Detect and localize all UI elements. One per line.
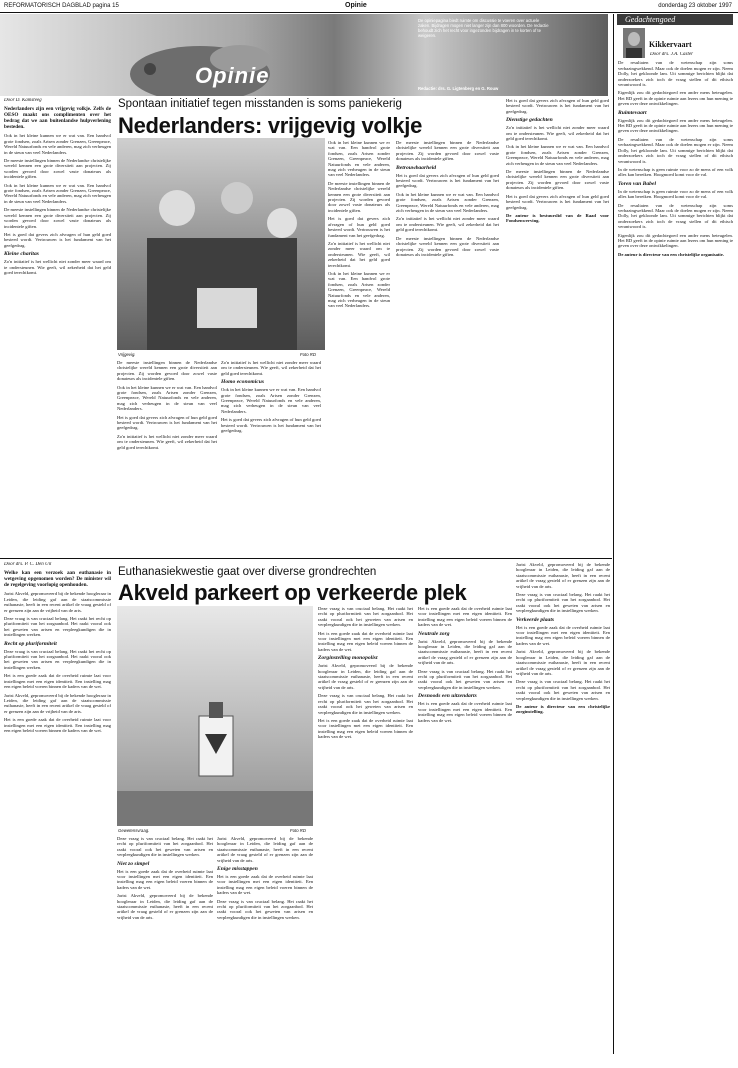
article2-column	[217, 836, 313, 1054]
article1-paragraph: Het is goed dat gevers zich afvragen of hun geld goed besteed wordt. Vertrouwen is het fundament van het geefgedrag.	[328, 216, 390, 238]
article1-column	[396, 140, 499, 555]
article1-paragraph: Ook in het kleine kunnen we er wat van. Een handvol grote fondsen, zoals Artsen zonder Grenzen, Greenpeace, Wereld Natuurfonds en vele anderen, mag zich verheugen in de steun van veel Nederlanders.	[117, 384, 217, 412]
article2-subhead: Recht op pluriformiteit	[4, 640, 57, 647]
article1-paragraph: Het is goed dat gevers zich afvragen of hun geld goed besteed wordt. Vertrouwen is het fundament van het geefgedrag.	[4, 231, 111, 248]
article2-paragraph: Deze vraag is van cruciaal belang. Het raakt het recht op pluriformiteit van het zorgaanbod. Het raakt vooral ook het geweten van artsen en verpleegkundigen die in instellingen werken.	[217, 898, 313, 920]
article2-paragraph: Deze vraag is van cruciaal belang. Het raakt het recht op pluriformiteit van het zorgaanbod. Het raakt vooral ook het geweten van artsen en verpleegkundigen die in instellingen werken.	[318, 693, 413, 715]
article1-column	[117, 360, 217, 555]
banner	[0, 14, 608, 96]
article2-subhead: Niet zo simpel	[117, 860, 150, 867]
article2-lead: Welke kan een verzoek aan euthanasie in wetgeving opgenomen worden? De minister wil de regelgeving voorlopig openhouden.	[4, 570, 111, 589]
article2-byline: Door drs. P. C. Den Uil	[4, 562, 52, 567]
article1-paragraph: De meeste instellingen binnen de Nederlandse christelijke wereld kennen een grote diversiteit aan projecten. Zij worden gevoed door zowel vaste donateurs als incidentele giften.	[506, 169, 609, 191]
article1-paragraph: Het is goed dat gevers zich afvragen of hun geld goed besteed wordt. Vertrouwen is het fundament van het geefgedrag.	[117, 414, 217, 431]
sidebar-title: Gedachtengoed	[625, 15, 676, 24]
article2-column	[117, 836, 213, 1054]
article2-photo-credit: Foto RD	[290, 828, 306, 833]
sidebar-title-bar	[617, 14, 733, 25]
article2-lead-column	[4, 562, 111, 1054]
article2-paragraph: Deze vraag is van cruciaal belang. Het raakt het recht op pluriformiteit van het zorgaanbod. Het raakt vooral ook het geweten van artsen en verpleegkundigen die in instellingen werken.	[4, 616, 111, 638]
article2-paragraph: Jarist Akveld, gepromoveerd bij de bekende hoogleraar in Leiden, die leiding gaf aan de staatscommissie euthanasie, heeft in een recent artikel de vraag gesteld of er grenzen zijn aan de vrijheid van de arts.	[318, 663, 413, 690]
article1-column	[506, 98, 609, 555]
article1-paragraph: De meeste instellingen binnen de Nederlandse christelijke wereld kennen een grote diversiteit aan projecten. Zij worden gevoed door zowel vaste donateurs als incidentele giften.	[4, 158, 111, 180]
sidebar-subhead: Ruimtevaart	[618, 109, 647, 116]
opinie-logo: Opinie	[195, 63, 270, 88]
article1-subhead: Betrouwbaarheid	[396, 164, 437, 171]
article1-paragraph: Ook in het kleine kunnen we er wat van. Een handvol grote fondsen, zoals Artsen zonder Grenzen, Greenpeace, Wereld Natuurfonds en vele anderen, mag zich verheugen in de steun van veel Nederlanders.	[328, 140, 390, 178]
sidebar-footer: De auteur is directeur van een christelijke organisatie.	[618, 251, 724, 257]
article2-paragraph: Deze vraag is van cruciaal belang. Het raakt het recht op pluriformiteit van het zorgaanbod. Het raakt vooral ook het geweten van artsen en verpleegkundigen die in instellingen werken.	[516, 592, 610, 614]
sidebar-column	[618, 52, 733, 1007]
article1-paragraph: Ook in het kleine kunnen we er wat van. Een handvol grote fondsen, zoals Artsen zonder Grenzen, Greenpeace, Wereld Natuurfonds en vele anderen, mag zich verheugen in de steun van veel Nederlanders.	[396, 191, 499, 214]
article1-paragraph: Zo'n initiatief is het wellicht niet zonder meer waard om te ondersteunen. Wie geeft, wil zekerheid dat het geld goed terechtkomt.	[328, 240, 390, 268]
article1-kicker: Spontaan initiatief tegen misstanden is soms paniekerig	[118, 98, 402, 110]
article2-column	[516, 562, 610, 1054]
article2-column	[418, 606, 512, 1054]
sidebar-paragraph: In de wetenschap is geen ruimte voor zo de mens of een volk alles kan bereiken. Hoogmoed komt voor de val.	[618, 188, 733, 200]
article2-paragraph: Deze vraag is van cruciaal belang. Het raakt het recht op pluriformiteit van het zorgaanbod. Het raakt vooral ook het geweten van artsen en verpleegkundigen die in instellingen werken.	[418, 668, 512, 690]
article2-paragraph: Deze vraag is van cruciaal belang. Het raakt het recht op pluriformiteit van het zorgaanbod. Het raakt vooral ook het geweten van artsen en verpleegkundigen die in instellingen werken.	[318, 606, 413, 628]
article2-column	[318, 606, 413, 1054]
article1-subhead: Homo economicus	[221, 379, 265, 386]
article2-paragraph: Het is een goede zaak dat de overheid ruimte laat voor instellingen met een eigen identiteit. Een instelling mag een eigen beleid voeren binnen de kaders van de wet.	[516, 624, 610, 646]
article1-subhead: Dienstige gedachten	[506, 117, 553, 124]
article1-paragraph: De meeste instellingen binnen de Nederlandse christelijke wereld kennen een grote diversiteit aan projecten. Zij worden gevoed door zowel vaste donateurs als incidentele giften.	[328, 180, 390, 213]
article1-byline: Door D. Kamsteeg	[4, 98, 42, 103]
article2-paragraph: Jarist Akveld, gepromoveerd bij de bekende hoogleraar in Leiden, die leiding gaf aan de staatscommissie euthanasie, heeft in een recent artikel de vraag gesteld of er grenzen zijn aan de vrijheid van de arts.	[516, 562, 610, 589]
article1-paragraph: Ook in het kleine kunnen we er wat van. Een handvol grote fondsen, zoals Artsen zonder Grenzen, Greenpeace, Wereld Natuurfonds en vele anderen, mag zich verheugen in de steun van veel Nederlanders.	[328, 270, 390, 309]
sidebar-paragraph: De resultaten van de wetenschap zijn soms verbazingwekkend. Maar ook de doelen mogen er zijn. Neem Dolly, het gekloonde lam. Uit sommige berichten blijkt dat onderzoekers zich toch de vraag stellen of dit ethisch verantwoord is.	[618, 136, 733, 164]
article1-paragraph: Ook in het kleine kunnen we er wat van. Een handvol grote fondsen, zoals Artsen zonder Grenzen, Greenpeace, Wereld Natuurfonds en vele anderen, mag zich verheugen in de steun van veel Nederlanders.	[4, 133, 111, 155]
sidebar-byline: Door drs. J.A. Caster	[650, 52, 694, 57]
article1-column	[328, 140, 390, 555]
article1-paragraph: De meeste instellingen binnen de Nederlandse christelijke wereld kennen een grote diversiteit aan projecten. Zij worden gevoed door zowel vaste donateurs als incidentele giften.	[117, 360, 217, 382]
article1-paragraph: Ook in het kleine kunnen we er wat van. Een handvol grote fondsen, zoals Artsen zonder Grenzen, Greenpeace, Wereld Natuurfonds en vele anderen, mag zich verheugen in de steun van veel Nederlanders.	[4, 182, 111, 204]
sidebar-heading: Kikkervaart	[649, 40, 692, 49]
article1-column	[221, 360, 321, 555]
article2-paragraph: Jarist Akveld, gepromoveerd bij de bekende hoogleraar in Leiden, die leiding gaf aan de staatscommissie euthanasie, heeft in een recent artikel de vraag gesteld of er grenzen zijn aan de vrijheid van de arts.	[217, 836, 313, 863]
newspaper-name: REFORMATORISCH DAGBLAD pagina 15	[4, 3, 119, 9]
banner-editors: Redactie: drs. G. Ligtenberg en G. Rouw	[418, 86, 499, 91]
article1-paragraph: Ook in het kleine kunnen we er wat van. Een handvol grote fondsen, zoals Artsen zonder Grenzen, Greenpeace, Wereld Natuurfonds en vele anderen, mag zich verheugen in de steun van veel Nederlanders.	[221, 387, 321, 414]
header-rule	[0, 12, 738, 13]
article2-headline: Akveld parkeert op verkeerde plek	[118, 580, 467, 605]
article2-subhead: Enige misstappen	[217, 866, 258, 873]
article1-paragraph: De meeste instellingen binnen de Nederlandse christelijke wereld kennen een grote diversiteit aan projecten. Zij worden gevoed door zowel vaste donateurs als incidentele giften.	[396, 235, 499, 257]
article2-paragraph: Jarist Akveld, gepromoveerd bij de bekende hoogleraar in Leiden, die leiding gaf aan de staatscommissie euthanasie, heeft in een recent artikel de vraag gesteld of er grenzen zijn aan de vrijheid van de arts.	[516, 649, 610, 676]
sidebar-paragraph: In de wetenschap is geen ruimte voor zo de mens of een volk alles kan bereiken. Hoogmoed komt voor de val.	[618, 166, 733, 178]
article1-paragraph: De meeste instellingen binnen de Nederlandse christelijke wereld kennen een grote diversiteit aan projecten. Zij worden gevoed door zowel vaste donateurs als incidentele giften.	[4, 207, 111, 229]
article1-lead-column	[4, 98, 111, 554]
article1-paragraph: Zo'n initiatief is het wellicht niet zonder meer waard om te ondersteunen. Wie geeft, wil zekerheid dat het geld goed terechtkomt.	[4, 259, 111, 275]
article2-subhead: Neutrale zorg	[418, 630, 450, 637]
article1-caption: Vrijgevig.	[118, 352, 136, 357]
article2-paragraph: Het is een goede zaak dat de overheid ruimte laat voor instellingen met een eigen identiteit. Een instelling mag een eigen beleid voeren binnen de kaders van de wet.	[418, 701, 512, 723]
section-rule	[0, 558, 612, 559]
article1-footer: De auteur is bestuurslid van de Raad voor Fondsenwerving.	[506, 212, 609, 224]
section-label: Opinie	[345, 2, 367, 9]
sidebar-paragraph: Eigenlijk zou dit gedachtegoed een ander mens beteugelen. Het RD geeft in de opinie ruimte aan lezers om hun mening te geven over deze ontwikkelingen.	[618, 232, 733, 249]
article2-subhead: Zorginstelling monopolist	[318, 655, 378, 662]
sidebar-paragraph: Eigenlijk zou dit gedachtegoed een ander mens beteugelen. Het RD geeft in de opinie ruimte aan lezers om hun mening te geven over deze ontwikkelingen.	[618, 117, 733, 134]
article1-lead: Nederlanders zijn een vrijgevig volkje. Zelfs de OESO maakt ons complimenten over het bedrag dat we aan buitenlandse hulpverlening besteden.	[4, 106, 111, 131]
article2-subhead: Verkeerde plaats	[516, 616, 555, 623]
article2-paragraph: Deze vraag is van cruciaal belang. Het raakt het recht op pluriformiteit van het zorgaanbod. Het raakt vooral ook het geweten van artsen en verpleegkundigen die in instellingen werken.	[516, 679, 610, 701]
article1-paragraph: Zo'n initiatief is het wellicht niet zonder meer waard om te ondersteunen. Wie geeft, wil zekerheid dat het geld goed terechtkomt.	[221, 360, 321, 376]
article2-paragraph: Het is een goede zaak dat de overheid ruimte laat voor instellingen met een eigen identiteit. Een instelling mag een eigen beleid voeren binnen de kaders van de wet.	[318, 630, 413, 652]
article1-paragraph: De meeste instellingen binnen de Nederlandse christelijke wereld kennen een grote diversiteit aan projecten. Zij worden gevoed door zowel vaste donateurs als incidentele giften.	[396, 140, 499, 162]
column-rule	[613, 14, 614, 1054]
article2-paragraph: Deze vraag is van cruciaal belang. Het raakt het recht op pluriformiteit van het zorgaanbod. Het raakt vooral ook het geweten van artsen en verpleegkundigen die in instellingen werken.	[4, 648, 111, 670]
sidebar-paragraph: De resultaten van de wetenschap zijn soms verbazingwekkend. Maar ook de doelen mogen er zijn. Neem Dolly, het gekloonde lam. Uit sommige berichten blijkt dat onderzoekers zich toch de vraag stellen of dit ethisch verantwoord is.	[618, 202, 733, 230]
article1-paragraph: Het is goed dat gevers zich afvragen of hun geld goed besteed wordt. Vertrouwen is het fundament van het geefgedrag.	[396, 172, 499, 189]
article2-paragraph: Jarist Akveld, gepromoveerd bij de bekende hoogleraar in Leiden, die leiding gaf aan de staatscommissie euthanasie, heeft in een recent artikel de vraag gesteld of er grenzen zijn aan de vrijheid van de arts.	[117, 893, 213, 920]
article2-paragraph: Het is een goede zaak dat de overheid ruimte laat voor instellingen met een eigen identiteit. Een instelling mag een eigen beleid voeren binnen de kaders van de wet.	[4, 673, 111, 690]
article1-photo	[117, 138, 325, 350]
article2-photo	[117, 606, 313, 826]
article1-paragraph: Ook in het kleine kunnen we er wat van. Een handvol grote fondsen, zoals Artsen zonder Grenzen, Greenpeace, Wereld Natuurfonds en vele anderen, mag zich verheugen in de steun van veel Nederlanders.	[506, 144, 609, 166]
article2-kicker: Euthanasiekwestie gaat over diverse grondrechten	[118, 566, 377, 578]
article1-paragraph: Het is goed dat gevers zich afvragen of hun geld goed besteed wordt. Vertrouwen is het fundament van het geefgedrag.	[506, 98, 609, 114]
article1-paragraph: Zo'n initiatief is het wellicht niet zonder meer waard om te ondersteunen. Wie geeft, wil zekerheid dat het geld goed terechtkomt.	[396, 216, 499, 233]
date: donderdag 23 oktober 1997	[658, 3, 732, 9]
article1-subhead: Kleine charitas	[4, 251, 39, 258]
article2-paragraph: Het is een goede zaak dat de overheid ruimte laat voor instellingen met een eigen identiteit. Een instelling mag een eigen beleid voeren binnen de kaders van de wet.	[117, 868, 213, 890]
article2-footer: De auteur is directeur van een christelijke zorginstelling.	[516, 703, 610, 715]
article2-caption: Gewetensvraag.	[118, 828, 150, 833]
article2-paragraph: Het is een goede zaak dat de overheid ruimte laat voor instellingen met een eigen identiteit. Een instelling mag een eigen beleid voeren binnen de kaders van de wet.	[418, 606, 512, 628]
banner-info: De opiniepagina biedt ruimte om discussie te voeren over actuele zaken. Bijdragen mogen niet langer zijn dan 800 woorden. De redactie behoudt zich het recht voor ingezonden bijdragen in te korten of te weigeren.	[418, 18, 549, 38]
sidebar-paragraph: Eigenlijk zou dit gedachtegoed een ander mens beteugelen. Het RD geeft in de opinie ruimte aan lezers om hun mening te geven over deze ontwikkelingen.	[618, 90, 733, 107]
article1-paragraph: Het is goed dat gevers zich afvragen of hun geld goed besteed wordt. Vertrouwen is het fundament van het geefgedrag.	[221, 417, 321, 434]
sidebar-subhead: Toren van Babel	[618, 180, 657, 187]
article2-paragraph: Jarist Akveld, gepromoveerd bij de bekende hoogleraar in Leiden, die leiding gaf aan de staatscommissie euthanasie, heeft in een recent artikel de vraag gesteld of er grenzen zijn aan de vrijheid van de arts.	[4, 591, 111, 613]
article2-paragraph: Het is een goede zaak dat de overheid ruimte laat voor instellingen met een eigen identiteit. Een instelling mag een eigen beleid voeren binnen de kaders van de wet.	[217, 874, 313, 896]
article2-paragraph: Jarist Akveld, gepromoveerd bij de bekende hoogleraar in Leiden, die leiding gaf aan de staatscommissie euthanasie, heeft in een recent artikel de vraag gesteld of er grenzen zijn aan de vrijheid van de arts.	[418, 638, 512, 666]
article1-photo-credit: Foto RD	[300, 352, 316, 357]
sidebar-paragraph: De resultaten van de wetenschap zijn soms verbazingwekkend. Maar ook de doelen mogen er zijn. Neem Dolly, het gekloonde lam. Uit sommige berichten blijkt dat onderzoekers zich toch de vraag stellen of dit ethisch verantwoord is.	[618, 60, 733, 88]
article2-paragraph: Het is een goede zaak dat de overheid ruimte laat voor instellingen met een eigen identiteit. Een instelling mag een eigen beleid voeren binnen de kaders van de wet.	[318, 717, 413, 740]
article2-paragraph: Het is een goede zaak dat de overheid ruimte laat voor instellingen met een eigen identiteit. Een instelling mag een eigen beleid voeren binnen de kaders van de wet.	[4, 717, 111, 733]
article2-paragraph: Deze vraag is van cruciaal belang. Het raakt het recht op pluriformiteit van het zorgaanbod. Het raakt vooral ook het geweten van artsen en verpleegkundigen die in instellingen werken.	[117, 836, 213, 858]
article2-subhead: Desnoods een uitzendarts	[418, 693, 477, 700]
article1-headline: Nederlanders: vrijgevig volkje	[118, 113, 423, 138]
article1-paragraph: Zo'n initiatief is het wellicht niet zonder meer waard om te ondersteunen. Wie geeft, wil zekerheid dat het geld goed terechtkomt.	[506, 125, 609, 142]
article1-paragraph: Het is goed dat gevers zich afvragen of hun geld goed besteed wordt. Vertrouwen is het fundament van het geefgedrag.	[506, 193, 609, 210]
article2-paragraph: Jarist Akveld, gepromoveerd bij de bekende hoogleraar in Leiden, die leiding gaf aan de staatscommissie euthanasie, heeft in een recent artikel de vraag gesteld of er grenzen zijn aan de vrijheid van de arts.	[4, 692, 111, 714]
article1-paragraph: Zo'n initiatief is het wellicht niet zonder meer waard om te ondersteunen. Wie geeft, wil zekerheid dat het geld goed terechtkomt.	[117, 433, 217, 450]
